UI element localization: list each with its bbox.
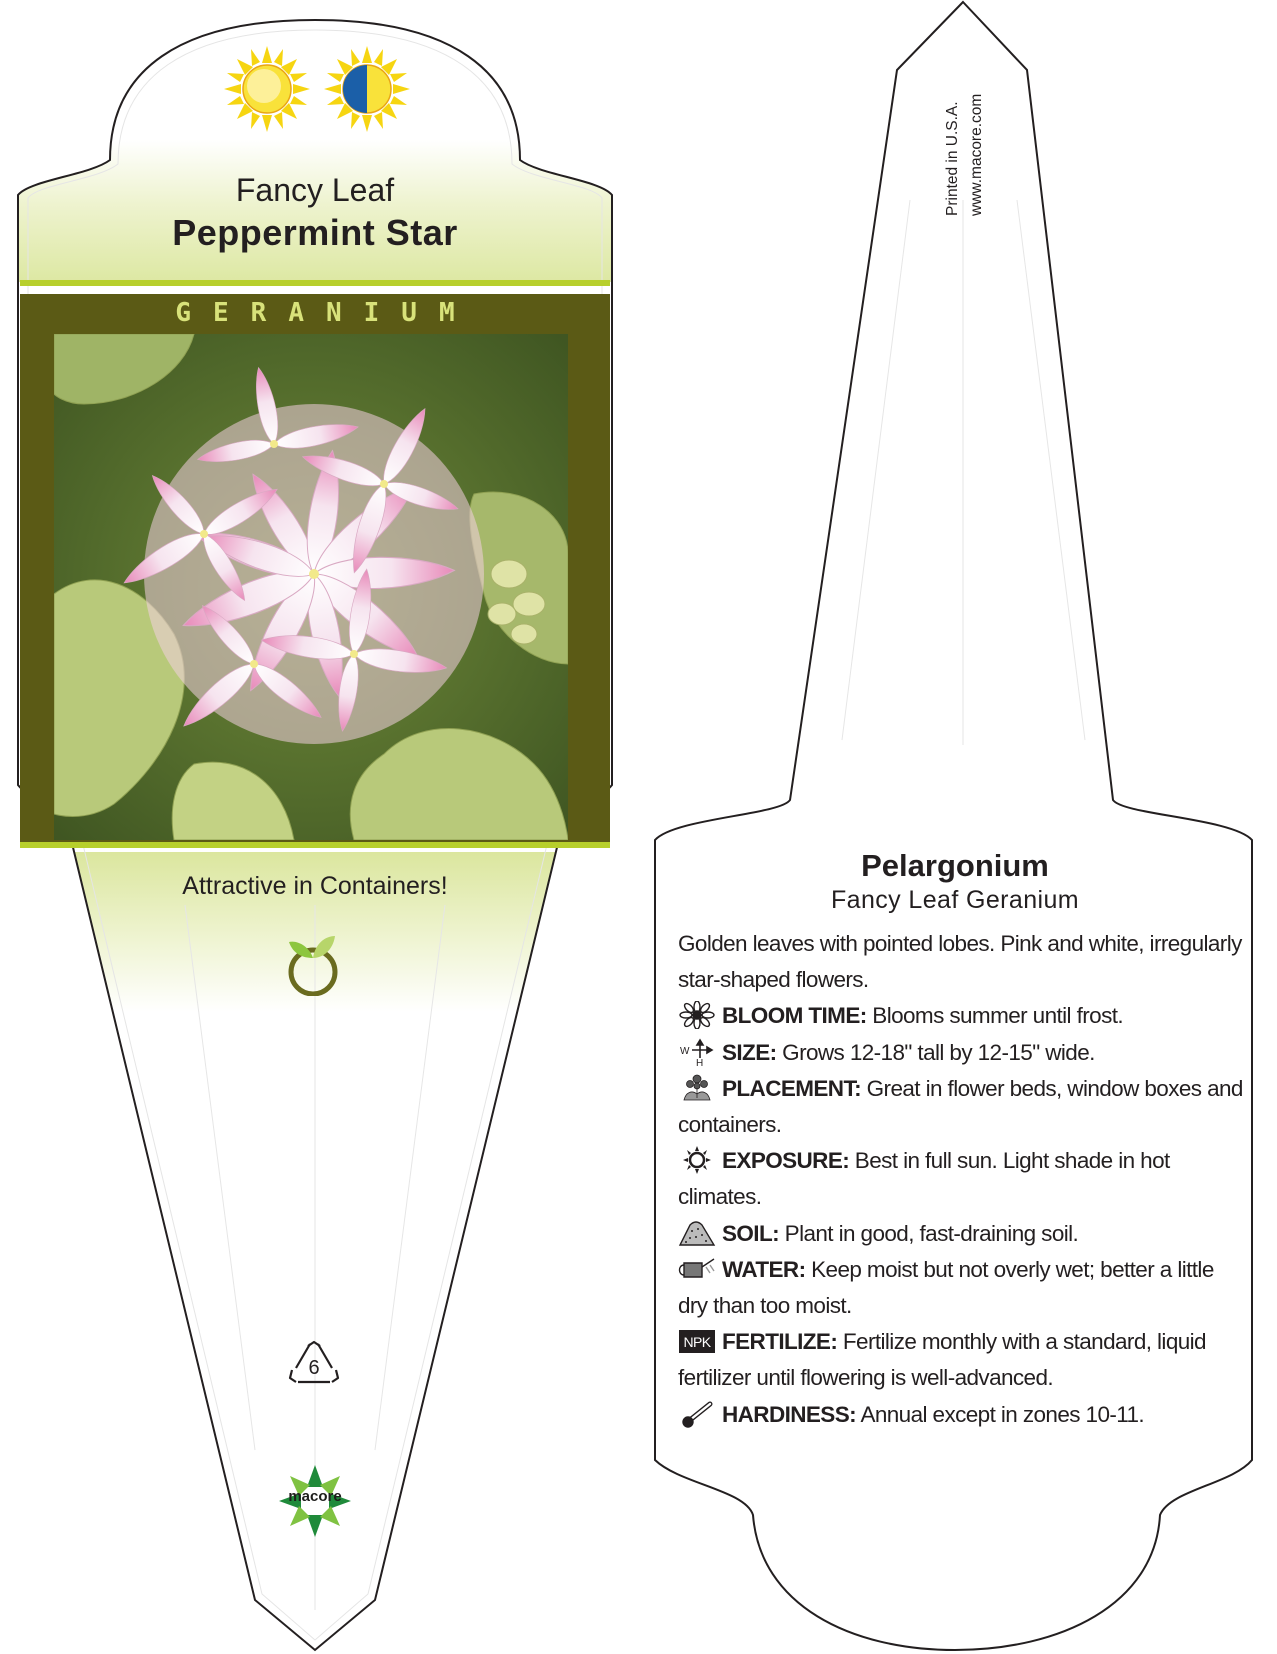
bloom-time-row: BLOOM TIME: Blooms summer until frost. bbox=[678, 998, 1248, 1034]
full-sun-icon bbox=[222, 44, 312, 134]
soil-row: SOIL: Plant in good, fast-draining soil. bbox=[678, 1216, 1248, 1252]
svg-text:W: W bbox=[680, 1045, 689, 1057]
npk-icon bbox=[678, 1327, 716, 1355]
plant-variety-name: Peppermint Star bbox=[172, 212, 458, 253]
placement-plants-icon bbox=[678, 1074, 716, 1102]
size-row: W H SIZE: Grows 12-18" tall by 12-15" wide. bbox=[678, 1035, 1248, 1071]
website-label: www.macore.com bbox=[968, 93, 985, 216]
flower-photo bbox=[54, 334, 568, 840]
printed-in-label: Printed in U.S.A. bbox=[944, 101, 961, 216]
hardiness-row: HARDINESS: Annual except in zones 10-11. bbox=[678, 1397, 1248, 1433]
genus-label: GERANIUM bbox=[175, 298, 477, 328]
water-row: WATER: Keep moist but not overly wet; better a little dry than too moist. bbox=[678, 1256, 1214, 1319]
plant-description: Golden leaves with pointed lobes. Pink and white, irregularly star-shaped flowers. bbox=[678, 931, 1242, 993]
svg-text:NPK: NPK bbox=[683, 1334, 711, 1351]
sun-icon bbox=[678, 1146, 716, 1174]
partial-sun-icon bbox=[322, 44, 412, 134]
soil-icon bbox=[678, 1219, 716, 1247]
care-info bbox=[678, 926, 1248, 1433]
svg-text:H: H bbox=[696, 1057, 703, 1066]
container-plant-icon bbox=[285, 928, 341, 996]
plant-category: Fancy Leaf bbox=[235, 172, 395, 208]
container-tagline: Attractive in Containers! bbox=[182, 872, 448, 900]
brand-name: macore bbox=[288, 1488, 342, 1505]
fertilize-row: NPK FERTILIZE: Fertilize monthly with a standard, liquid fertilizer until flowering is well-advanced. bbox=[678, 1329, 1206, 1391]
recycle-number: 6 bbox=[308, 1357, 320, 1379]
thermometer-icon bbox=[678, 1400, 716, 1428]
flower-icon bbox=[678, 1001, 716, 1029]
recycle-6-icon bbox=[286, 1340, 342, 1388]
exposure-row: EXPOSURE: Best in full sun. Light shade in hot climates. bbox=[678, 1148, 1170, 1210]
placement-row: PLACEMENT: Great in flower beds, window boxes and containers. bbox=[678, 1075, 1243, 1138]
watering-can-icon bbox=[678, 1255, 716, 1283]
common-name: Fancy Leaf Geranium bbox=[831, 886, 1079, 914]
botanical-name: Pelargonium bbox=[861, 848, 1049, 883]
size-arrows-icon bbox=[678, 1038, 716, 1066]
